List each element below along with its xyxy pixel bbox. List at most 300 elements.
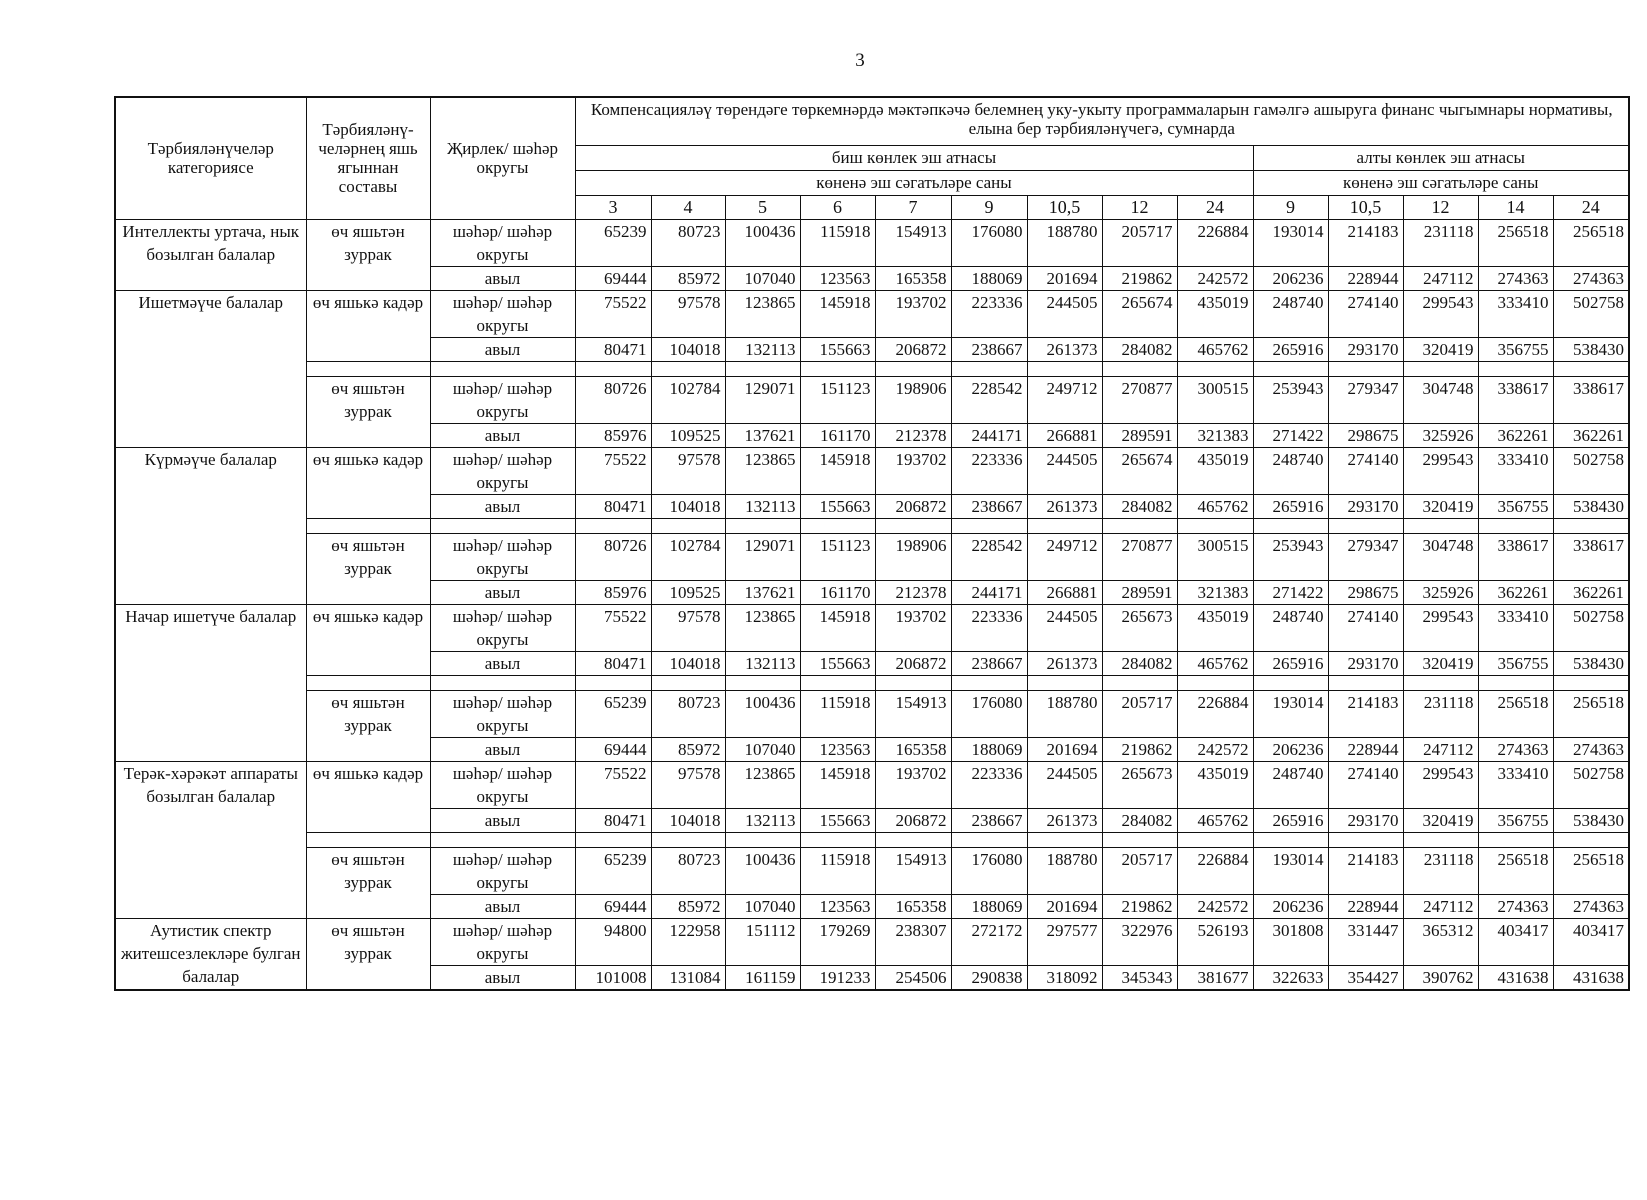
value-cell: 318092	[1027, 965, 1102, 990]
value-cell: 300515	[1177, 376, 1253, 423]
value-cell: 333410	[1478, 761, 1553, 808]
value-cell: 435019	[1177, 447, 1253, 494]
spacer-cell	[1102, 832, 1177, 847]
value-cell: 270877	[1102, 376, 1177, 423]
spacer-cell	[1328, 832, 1403, 847]
area-cell: шәһәр/ шәһәр округы	[430, 533, 575, 580]
value-cell: 249712	[1027, 533, 1102, 580]
hours-col: 9	[951, 195, 1027, 219]
age-cell: өч яшьтән зуррак	[306, 690, 430, 761]
value-cell: 132113	[725, 808, 800, 832]
value-cell: 201694	[1027, 894, 1102, 918]
spacer-cell	[651, 832, 725, 847]
value-cell: 274363	[1478, 737, 1553, 761]
age-cell: өч яшьтән зуррак	[306, 376, 430, 447]
value-cell: 65239	[575, 690, 651, 737]
value-cell: 266881	[1027, 580, 1102, 604]
value-cell: 104018	[651, 337, 725, 361]
value-cell: 65239	[575, 847, 651, 894]
value-cell: 137621	[725, 580, 800, 604]
area-cell: шәһәр/ шәһәр округы	[430, 376, 575, 423]
hours-col: 10,5	[1328, 195, 1403, 219]
spacer-cell	[1027, 832, 1102, 847]
spacer-cell	[1177, 832, 1253, 847]
area-cell: авыл	[430, 423, 575, 447]
value-cell: 265916	[1253, 808, 1328, 832]
value-cell: 322633	[1253, 965, 1328, 990]
area-cell: шәһәр/ шәһәр округы	[430, 761, 575, 808]
header-hours5: көненә эш сәгатьләре саны	[575, 170, 1253, 195]
value-cell: 123865	[725, 447, 800, 494]
value-cell: 272172	[951, 918, 1027, 965]
value-cell: 238307	[875, 918, 951, 965]
value-cell: 85972	[651, 737, 725, 761]
value-cell: 115918	[800, 219, 875, 266]
spacer-cell	[575, 518, 651, 533]
value-cell: 97578	[651, 290, 725, 337]
value-cell: 154913	[875, 219, 951, 266]
spacer-row	[115, 518, 1629, 533]
value-cell: 381677	[1177, 965, 1253, 990]
value-cell: 242572	[1177, 894, 1253, 918]
area-cell: авыл	[430, 651, 575, 675]
value-cell: 75522	[575, 447, 651, 494]
value-cell: 279347	[1328, 376, 1403, 423]
spacer-cell	[1177, 361, 1253, 376]
hours-col: 5	[725, 195, 800, 219]
value-cell: 132113	[725, 337, 800, 361]
value-cell: 123865	[725, 604, 800, 651]
value-cell: 151123	[800, 533, 875, 580]
value-cell: 97578	[651, 447, 725, 494]
value-cell: 205717	[1102, 690, 1177, 737]
value-cell: 201694	[1027, 266, 1102, 290]
age-cell: өч яшькә кадәр	[306, 447, 430, 518]
age-cell: өч яшькә кадәр	[306, 604, 430, 675]
value-cell: 69444	[575, 737, 651, 761]
value-cell: 155663	[800, 651, 875, 675]
value-cell: 265674	[1102, 447, 1177, 494]
table-row	[115, 761, 1629, 808]
hours-col: 24	[1553, 195, 1629, 219]
value-cell: 223336	[951, 761, 1027, 808]
area-cell: шәһәр/ шәһәр округы	[430, 847, 575, 894]
area-cell: авыл	[430, 894, 575, 918]
table-row	[115, 376, 1629, 423]
value-cell: 338617	[1478, 533, 1553, 580]
value-cell: 435019	[1177, 290, 1253, 337]
spacer-cell	[725, 518, 800, 533]
value-cell: 435019	[1177, 761, 1253, 808]
value-cell: 219862	[1102, 894, 1177, 918]
value-cell: 261373	[1027, 651, 1102, 675]
value-cell: 132113	[725, 494, 800, 518]
value-cell: 132113	[725, 651, 800, 675]
value-cell: 155663	[800, 808, 875, 832]
spacer-cell	[725, 675, 800, 690]
value-cell: 151123	[800, 376, 875, 423]
spacer-cell	[875, 832, 951, 847]
value-cell: 247112	[1403, 894, 1478, 918]
value-cell: 338617	[1553, 533, 1629, 580]
category-cell: Интеллекты уртача, нык бозылган балалар	[115, 219, 306, 290]
value-cell: 242572	[1177, 737, 1253, 761]
value-cell: 101008	[575, 965, 651, 990]
category-cell: Терәк-хәрәкәт аппараты бозылган балалар	[115, 761, 306, 918]
value-cell: 244171	[951, 423, 1027, 447]
value-cell: 123563	[800, 737, 875, 761]
value-cell: 129071	[725, 533, 800, 580]
value-cell: 274140	[1328, 447, 1403, 494]
value-cell: 238667	[951, 494, 1027, 518]
value-cell: 198906	[875, 533, 951, 580]
value-cell: 228944	[1328, 266, 1403, 290]
spacer-cell	[1253, 675, 1328, 690]
value-cell: 502758	[1553, 761, 1629, 808]
spacer-cell	[306, 832, 430, 847]
value-cell: 435019	[1177, 604, 1253, 651]
value-cell: 228542	[951, 376, 1027, 423]
spacer-cell	[575, 361, 651, 376]
value-cell: 297577	[1027, 918, 1102, 965]
value-cell: 465762	[1177, 337, 1253, 361]
value-cell: 321383	[1177, 580, 1253, 604]
value-cell: 290838	[951, 965, 1027, 990]
value-cell: 145918	[800, 447, 875, 494]
value-cell: 223336	[951, 290, 1027, 337]
spacer-cell	[951, 675, 1027, 690]
value-cell: 261373	[1027, 337, 1102, 361]
value-cell: 244505	[1027, 290, 1102, 337]
category-cell: Аутистик спектр житешсезлекләре булган балалар	[115, 918, 306, 990]
value-cell: 206872	[875, 808, 951, 832]
value-cell: 214183	[1328, 847, 1403, 894]
value-cell: 80726	[575, 376, 651, 423]
spacer-cell	[1328, 361, 1403, 376]
spacer-cell	[575, 832, 651, 847]
value-cell: 325926	[1403, 423, 1478, 447]
header-week6: алты көнлек эш атнасы	[1253, 145, 1629, 170]
value-cell: 333410	[1478, 447, 1553, 494]
value-cell: 266881	[1027, 423, 1102, 447]
page-number: 3	[855, 50, 865, 71]
spacer-cell	[651, 361, 725, 376]
spacer-cell	[800, 675, 875, 690]
value-cell: 320419	[1403, 808, 1478, 832]
hours-col: 7	[875, 195, 951, 219]
spacer-cell	[800, 361, 875, 376]
spacer-cell	[1478, 518, 1553, 533]
value-cell: 104018	[651, 808, 725, 832]
value-cell: 75522	[575, 761, 651, 808]
value-cell: 299543	[1403, 447, 1478, 494]
spacer-cell	[651, 675, 725, 690]
value-cell: 502758	[1553, 604, 1629, 651]
spacer-row	[115, 832, 1629, 847]
value-cell: 320419	[1403, 651, 1478, 675]
value-cell: 191233	[800, 965, 875, 990]
area-cell: шәһәр/ шәһәр округы	[430, 604, 575, 651]
value-cell: 247112	[1403, 266, 1478, 290]
value-cell: 100436	[725, 219, 800, 266]
value-cell: 219862	[1102, 266, 1177, 290]
header-main-title: Компенсацияләү төрендәге төркемнәрдә мәктәпкәчә белемнең уку-укыту программаларын гамәлгә ашыруга финанс чыгымнары нормативы, елына бер тәрбияләнүчегә, сумнарда	[575, 97, 1629, 145]
spacer-cell	[430, 518, 575, 533]
value-cell: 228944	[1328, 894, 1403, 918]
value-cell: 284082	[1102, 808, 1177, 832]
spacer-cell	[1553, 832, 1629, 847]
value-cell: 274363	[1478, 894, 1553, 918]
spacer-cell	[951, 361, 1027, 376]
value-cell: 465762	[1177, 651, 1253, 675]
value-cell: 161170	[800, 580, 875, 604]
value-cell: 431638	[1478, 965, 1553, 990]
spacer-cell	[306, 518, 430, 533]
hours-col: 14	[1478, 195, 1553, 219]
value-cell: 80723	[651, 847, 725, 894]
value-cell: 403417	[1553, 918, 1629, 965]
value-cell: 102784	[651, 533, 725, 580]
value-cell: 123563	[800, 266, 875, 290]
value-cell: 538430	[1553, 337, 1629, 361]
value-cell: 261373	[1027, 494, 1102, 518]
value-cell: 526193	[1177, 918, 1253, 965]
value-cell: 248740	[1253, 290, 1328, 337]
value-cell: 102784	[651, 376, 725, 423]
value-cell: 193014	[1253, 219, 1328, 266]
value-cell: 228542	[951, 533, 1027, 580]
value-cell: 226884	[1177, 847, 1253, 894]
value-cell: 238667	[951, 337, 1027, 361]
area-cell: авыл	[430, 266, 575, 290]
value-cell: 94800	[575, 918, 651, 965]
value-cell: 289591	[1102, 423, 1177, 447]
spacer-cell	[875, 675, 951, 690]
value-cell: 69444	[575, 266, 651, 290]
spacer-cell	[1253, 361, 1328, 376]
value-cell: 274363	[1553, 266, 1629, 290]
value-cell: 284082	[1102, 337, 1177, 361]
value-cell: 145918	[800, 290, 875, 337]
spacer-cell	[800, 832, 875, 847]
table-row	[115, 447, 1629, 494]
value-cell: 80471	[575, 494, 651, 518]
header-hours6: көненә эш сәгатьләре саны	[1253, 170, 1629, 195]
value-cell: 356755	[1478, 651, 1553, 675]
value-cell: 179269	[800, 918, 875, 965]
spacer-cell	[430, 361, 575, 376]
value-cell: 193014	[1253, 690, 1328, 737]
value-cell: 80471	[575, 808, 651, 832]
spacer-cell	[1403, 832, 1478, 847]
value-cell: 231118	[1403, 219, 1478, 266]
value-cell: 356755	[1478, 337, 1553, 361]
value-cell: 338617	[1478, 376, 1553, 423]
value-cell: 248740	[1253, 447, 1328, 494]
value-cell: 320419	[1403, 494, 1478, 518]
value-cell: 107040	[725, 737, 800, 761]
spacer-cell	[725, 832, 800, 847]
value-cell: 123865	[725, 290, 800, 337]
value-cell: 325926	[1403, 580, 1478, 604]
value-cell: 231118	[1403, 690, 1478, 737]
area-cell: авыл	[430, 580, 575, 604]
value-cell: 137621	[725, 423, 800, 447]
value-cell: 265673	[1102, 604, 1177, 651]
value-cell: 219862	[1102, 737, 1177, 761]
value-cell: 155663	[800, 494, 875, 518]
value-cell: 100436	[725, 847, 800, 894]
value-cell: 206236	[1253, 894, 1328, 918]
area-cell: шәһәр/ шәһәр округы	[430, 447, 575, 494]
value-cell: 289591	[1102, 580, 1177, 604]
value-cell: 274140	[1328, 761, 1403, 808]
value-cell: 274363	[1553, 737, 1629, 761]
value-cell: 320419	[1403, 337, 1478, 361]
value-cell: 248740	[1253, 604, 1328, 651]
value-cell: 193702	[875, 761, 951, 808]
value-cell: 154913	[875, 690, 951, 737]
value-cell: 206236	[1253, 266, 1328, 290]
value-cell: 85972	[651, 894, 725, 918]
spacer-cell	[800, 518, 875, 533]
area-cell: авыл	[430, 965, 575, 990]
value-cell: 244505	[1027, 761, 1102, 808]
value-cell: 254506	[875, 965, 951, 990]
value-cell: 104018	[651, 494, 725, 518]
value-cell: 261373	[1027, 808, 1102, 832]
spacer-cell	[306, 675, 430, 690]
spacer-cell	[1177, 675, 1253, 690]
value-cell: 193702	[875, 290, 951, 337]
value-cell: 362261	[1553, 580, 1629, 604]
area-cell: шәһәр/ шәһәр округы	[430, 918, 575, 965]
category-cell: Ишетмәүче балалар	[115, 290, 306, 447]
value-cell: 85976	[575, 423, 651, 447]
value-cell: 270877	[1102, 533, 1177, 580]
value-cell: 161159	[725, 965, 800, 990]
table-row	[115, 533, 1629, 580]
age-cell: өч яшьтән зуррак	[306, 219, 430, 290]
value-cell: 80726	[575, 533, 651, 580]
value-cell: 274140	[1328, 604, 1403, 651]
category-cell: Күрмәүче балалар	[115, 447, 306, 604]
value-cell: 212378	[875, 423, 951, 447]
value-cell: 293170	[1328, 337, 1403, 361]
spacer-cell	[725, 361, 800, 376]
header-category: Тәрбияләнүчеләр категориясе	[115, 97, 306, 219]
spacer-cell	[875, 518, 951, 533]
value-cell: 214183	[1328, 690, 1403, 737]
value-cell: 75522	[575, 290, 651, 337]
table-row	[115, 604, 1629, 651]
value-cell: 284082	[1102, 494, 1177, 518]
value-cell: 129071	[725, 376, 800, 423]
value-cell: 502758	[1553, 447, 1629, 494]
spacer-cell	[430, 675, 575, 690]
hours-col: 12	[1403, 195, 1478, 219]
hours-col: 24	[1177, 195, 1253, 219]
value-cell: 265916	[1253, 337, 1328, 361]
value-cell: 123563	[800, 894, 875, 918]
value-cell: 301808	[1253, 918, 1328, 965]
value-cell: 69444	[575, 894, 651, 918]
table-row	[115, 690, 1629, 737]
value-cell: 362261	[1478, 423, 1553, 447]
spacer-cell	[1253, 518, 1328, 533]
value-cell: 247112	[1403, 737, 1478, 761]
hours-col: 3	[575, 195, 651, 219]
value-cell: 231118	[1403, 847, 1478, 894]
age-cell: өч яшькә кадәр	[306, 290, 430, 361]
value-cell: 80471	[575, 651, 651, 675]
table-body	[115, 219, 1629, 990]
age-cell: өч яшьтән зуррак	[306, 918, 430, 990]
value-cell: 122958	[651, 918, 725, 965]
spacer-cell	[1478, 361, 1553, 376]
value-cell: 242572	[1177, 266, 1253, 290]
value-cell: 248740	[1253, 761, 1328, 808]
value-cell: 206236	[1253, 737, 1328, 761]
value-cell: 274140	[1328, 290, 1403, 337]
value-cell: 253943	[1253, 376, 1328, 423]
value-cell: 145918	[800, 761, 875, 808]
value-cell: 188069	[951, 737, 1027, 761]
value-cell: 226884	[1177, 219, 1253, 266]
value-cell: 354427	[1328, 965, 1403, 990]
value-cell: 188780	[1027, 690, 1102, 737]
header-age: Тәрбияләнү-челәрнең яшь ягыннан составы	[306, 97, 430, 219]
spacer-row	[115, 361, 1629, 376]
value-cell: 256518	[1478, 690, 1553, 737]
normatives-table	[114, 96, 1630, 991]
value-cell: 193702	[875, 447, 951, 494]
hours-col: 6	[800, 195, 875, 219]
value-cell: 205717	[1102, 847, 1177, 894]
value-cell: 188780	[1027, 219, 1102, 266]
value-cell: 365312	[1403, 918, 1478, 965]
header-area: Җирлек/ шәһәр округы	[430, 97, 575, 219]
value-cell: 345343	[1102, 965, 1177, 990]
value-cell: 279347	[1328, 533, 1403, 580]
value-cell: 271422	[1253, 423, 1328, 447]
value-cell: 205717	[1102, 219, 1177, 266]
value-cell: 85976	[575, 580, 651, 604]
value-cell: 362261	[1478, 580, 1553, 604]
value-cell: 338617	[1553, 376, 1629, 423]
value-cell: 322976	[1102, 918, 1177, 965]
category-cell: Начар ишетүче балалар	[115, 604, 306, 761]
value-cell: 538430	[1553, 808, 1629, 832]
value-cell: 465762	[1177, 494, 1253, 518]
value-cell: 265674	[1102, 290, 1177, 337]
value-cell: 165358	[875, 266, 951, 290]
value-cell: 244171	[951, 580, 1027, 604]
value-cell: 362261	[1553, 423, 1629, 447]
value-cell: 333410	[1478, 604, 1553, 651]
spacer-cell	[1553, 518, 1629, 533]
spacer-cell	[1403, 361, 1478, 376]
value-cell: 244505	[1027, 447, 1102, 494]
age-cell: өч яшьтән зуррак	[306, 847, 430, 918]
value-cell: 188069	[951, 266, 1027, 290]
value-cell: 293170	[1328, 808, 1403, 832]
spacer-cell	[575, 675, 651, 690]
value-cell: 256518	[1478, 219, 1553, 266]
spacer-cell	[651, 518, 725, 533]
value-cell: 212378	[875, 580, 951, 604]
value-cell: 274363	[1553, 894, 1629, 918]
